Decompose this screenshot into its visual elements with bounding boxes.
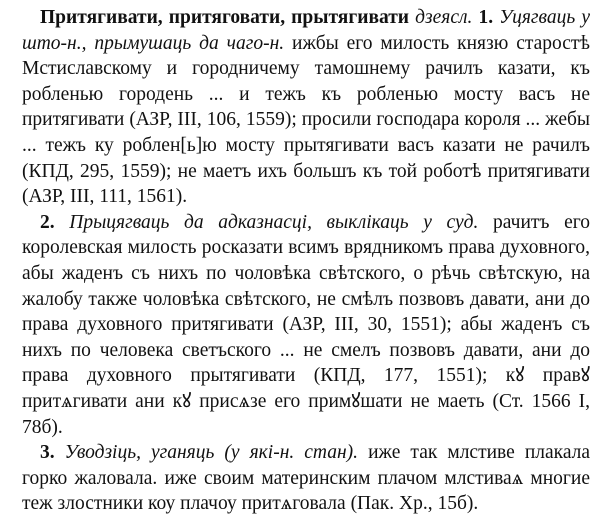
sense-gloss: Прыцягваць да адказнасці, выклікаць у суд. — [69, 211, 479, 233]
headword: Притягивати, притяговати, прытягивати — [40, 7, 410, 28]
sense-gloss: Уцягваць у што-н., прымушаць да чаго-н. — [22, 7, 590, 54]
sense-number: 1. — [478, 7, 494, 28]
sense-1-paragraph — [22, 5, 590, 210]
sense-citations: рачитъ его королевская милость росказати всимъ врядникомъ права духовного, абы жаденъ съ нихъ по чоловѣка свѣтского, о рѣчь свѣтскую, на жалобу также чоловѣка свѣтского, не смѣлъ позвовъ давати, ани до права духовного притягивати (АЗР, III, 30, 1551); абы жаденъ съ нихъ по человека светъского ... не смелъ позвовъ давати, ани до права духовного прытягивати (КПД, 177, 1551); кꙋ правꙋ притѧгивати ани кꙋ присѧзе его примꙋшати не маеть (Ст. 1566 I, 78б). — [22, 211, 591, 438]
sense-3-paragraph — [22, 440, 590, 517]
sense-citations: иже так млстиве плакала горко жаловала. иже своим материнским плачом млстиваѧ многие теж злостники коу плачоу притѧговала (Пак. Хр., 15б). — [22, 442, 591, 515]
sense-number: 3. — [40, 442, 55, 464]
sense-number: 2. — [40, 211, 55, 233]
sense-2-paragraph — [22, 210, 590, 440]
sense-citations: ижбы его милость князю старостѣ Мстиславскому и городничему тамошнему рачилъ казати, къ робленью городень ... и тежъ къ робленью мосту васъ не притягивати (АЗР, III, 106, 1559); просили господара короля ... жебы ... тежъ ку роблен[ь]ю мосту прытягивати васъ казати не рачилъ (КПД, 295, 1559); не маетъ ихъ большъ къ той роботѣ притягивати (АЗР, III, 111, 1561). — [22, 32, 591, 208]
grammar-label: дзеясл. — [415, 7, 473, 28]
sense-gloss: Уводзіць, уганяць (у які-н. стан). — [64, 442, 359, 464]
